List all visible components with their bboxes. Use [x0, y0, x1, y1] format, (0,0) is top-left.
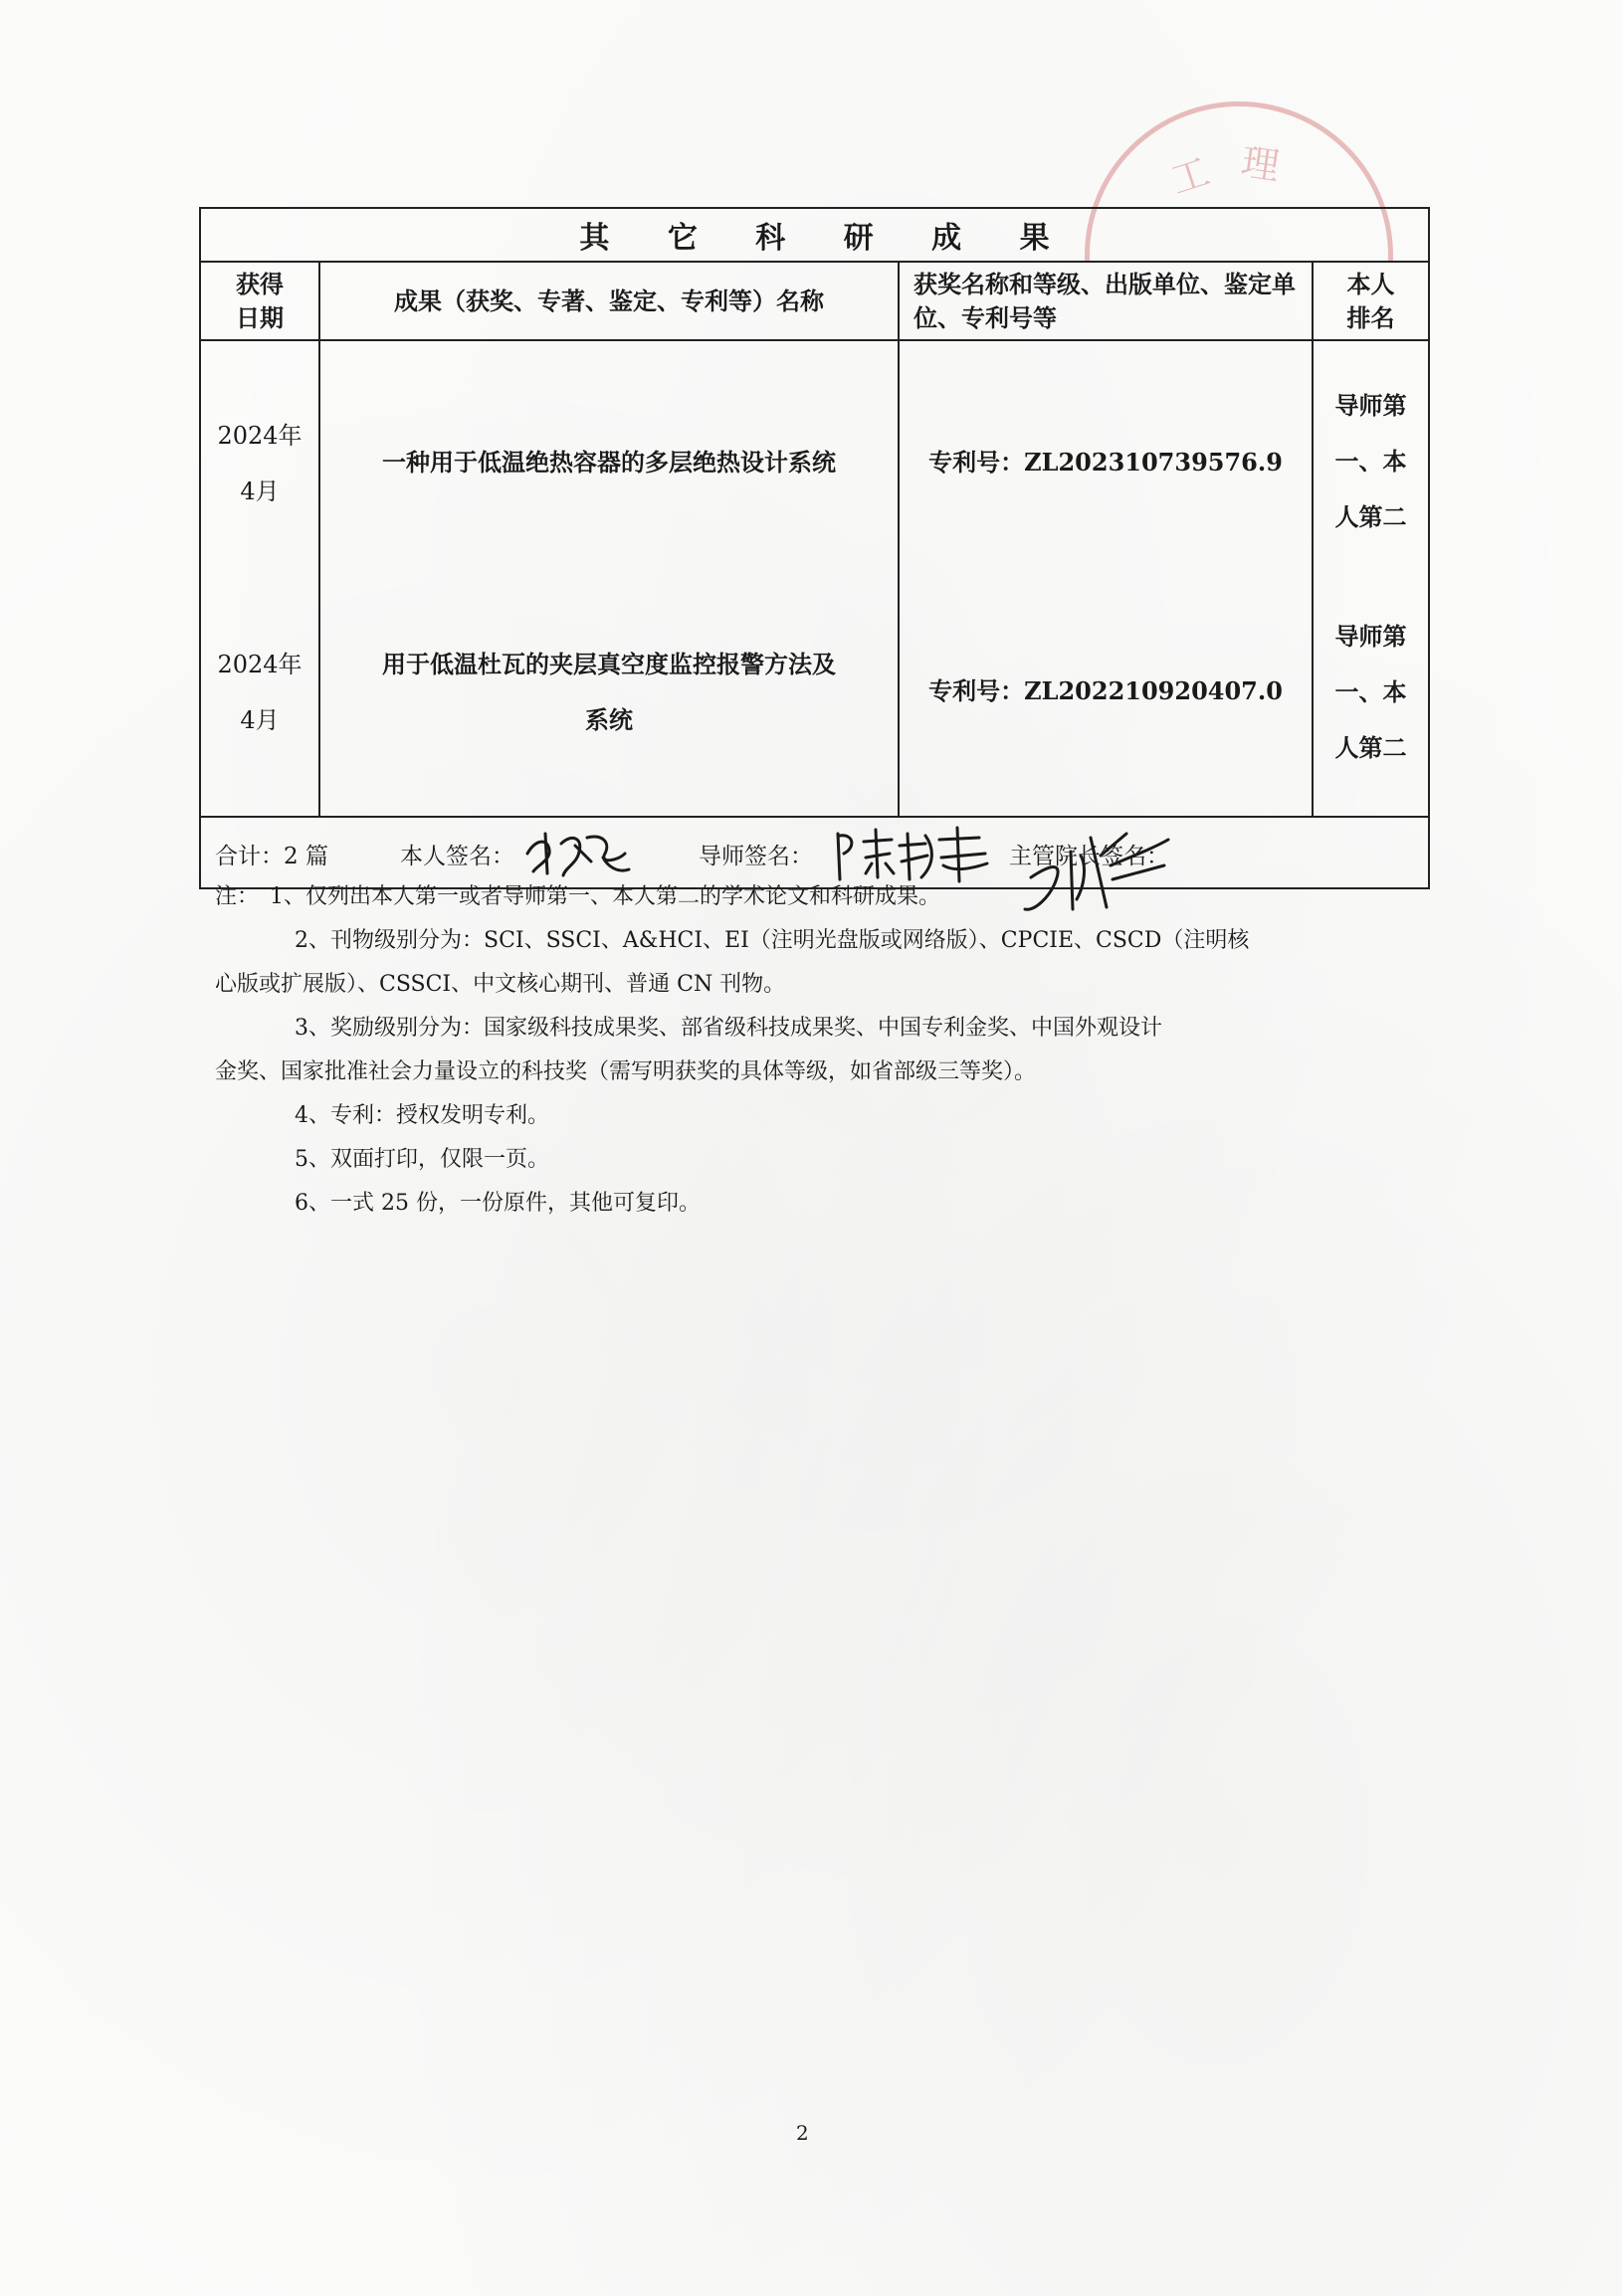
header-rank: 本人排名: [1314, 263, 1428, 341]
row1-rank: 导师第 一、本 人第二: [1334, 391, 1407, 531]
total-count: 合计：2 篇: [215, 844, 328, 869]
header-name: 成果（获奖、专著、鉴定、专利等）名称: [320, 263, 898, 341]
column-divider: [898, 263, 900, 818]
notes-section: [215, 875, 1429, 1226]
row2-name: 用于低温杜瓦的夹层真空度监控报警方法及 系统: [382, 650, 836, 734]
row1-name: 一种用于低温绝热容器的多层绝热设计系统: [382, 448, 836, 477]
row1-detail: 专利号：ZL202310739576.9: [928, 448, 1283, 477]
note-2-cont: 心版或扩展版）、CSSCI、中文核心期刊、普通 CN 刊物。: [215, 972, 786, 997]
note-5: 5、双面打印，仅限一页。: [295, 1147, 549, 1172]
table-title: 其 它 科 研 成 果: [579, 221, 1074, 256]
header-date: 获得日期: [201, 263, 318, 341]
row1-date: 2024年 4月: [217, 422, 303, 505]
row2-date: 2024年 4月: [217, 651, 303, 734]
row2-detail: 专利号：ZL202210920407.0: [928, 676, 1283, 705]
self-sign-label: 本人签名：: [400, 844, 514, 869]
row2-rank: 导师第 一、本 人第二: [1334, 622, 1407, 762]
note-6: 6、一式 25 份，一份原件，其他可复印。: [295, 1191, 701, 1216]
advisor-sign-label: 导师签名：: [699, 844, 813, 869]
self-signature: [521, 824, 641, 879]
red-seal-stamp: 工 理: [1075, 92, 1393, 261]
note-4: 4、专利：授权发明专利。: [295, 1103, 549, 1128]
note-2: 2、刊物级别分为：SCI、SSCI、A&HCI、EI（注明光盘版或网络版）、CPCIE、CSCD（注明核: [295, 928, 1250, 953]
table-title-row: [201, 209, 1428, 263]
header-detail: 获奖名称和等级、出版单位、鉴定单位、专利号等: [900, 263, 1312, 341]
note-3: 3、奖励级别分为：国家级科技成果奖、部省级科技成果奖、中国专利金奖、中国外观设计: [295, 1016, 1163, 1041]
note-3-cont: 金奖、国家批准社会力量设立的科技奖（需写明获奖的具体等级，如省部级三等奖）。: [215, 1059, 1037, 1084]
page-number: 2: [796, 2121, 809, 2145]
note-1: 注： 1、仅列出本人第一或者导师第一、本人第二的学术论文和科研成果。: [215, 884, 940, 909]
dean-sign-label: 主管院长签名：: [1009, 844, 1169, 869]
achievements-table: [199, 207, 1430, 889]
